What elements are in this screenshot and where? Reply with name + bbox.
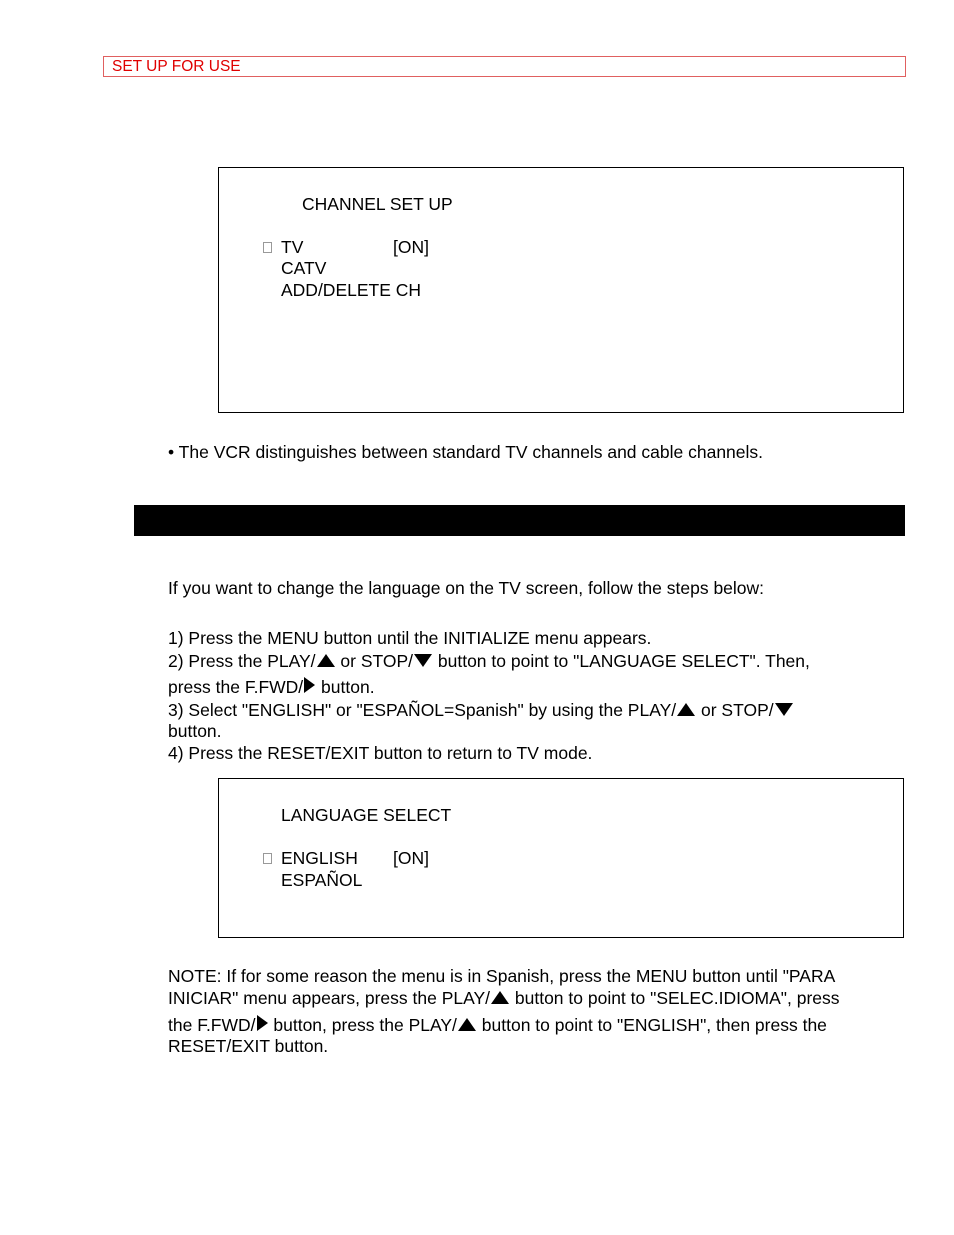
step-2-text-a: 2) Press the PLAY/ <box>168 651 316 671</box>
step-3-text-a: 3) Select "ENGLISH" or "ESPAÑOL=Spanish" by using the PLAY/ <box>168 700 677 720</box>
step-2-cont <box>168 677 375 698</box>
stop-down-triangle-icon <box>414 654 432 667</box>
menu-item-tv: TV <box>281 237 304 257</box>
channel-menu-title: CHANNEL SET UP <box>302 194 453 214</box>
step-2 <box>168 651 810 672</box>
menu-item-add-delete-ch: ADD/DELETE CH <box>281 280 422 300</box>
play-up-triangle-icon <box>317 654 335 667</box>
play-up-triangle-icon <box>458 1018 476 1031</box>
stop-down-triangle-icon <box>775 703 793 716</box>
step-2-text-c: button to point to "LANGUAGE SELECT". Then, <box>433 651 810 671</box>
language-select-menu <box>218 778 904 938</box>
menu-item-espanol: ESPAÑOL <box>281 870 363 890</box>
menu-cursor-icon <box>263 237 272 258</box>
channel-setup-menu <box>218 167 904 413</box>
ffwd-right-triangle-icon <box>304 677 315 693</box>
note-text-3c: button to point to "ENGLISH", then press the <box>476 1015 827 1035</box>
step-2-text-d: press the F.FWD/ <box>168 677 304 697</box>
ffwd-right-triangle-icon <box>257 1015 268 1031</box>
note-text-3b: button, press the PLAY/ <box>268 1015 457 1035</box>
note-text-2a: INICIAR" menu appears, press the PLAY/ <box>168 988 491 1008</box>
menu-cursor-icon <box>263 848 272 869</box>
step-3-text-b: or STOP/ <box>696 700 774 720</box>
step-1: 1) Press the MENU button until the INITIALIZE menu appears. <box>168 628 652 648</box>
play-up-triangle-icon <box>491 991 509 1004</box>
step-3-cont: button. <box>168 721 222 741</box>
menu-item-tv-value: [ON] <box>393 237 429 257</box>
note-line-2 <box>168 988 840 1009</box>
step-2-text-b: or STOP/ <box>335 651 414 671</box>
step-2-text-e: button. <box>316 677 375 697</box>
intro-text: If you want to change the language on the TV screen, follow the steps below: <box>168 578 765 598</box>
note-line-3 <box>168 1015 827 1036</box>
section-header <box>103 56 906 77</box>
step-3 <box>168 700 794 721</box>
bullet-note: • The VCR distinguishes between standard TV channels and cable channels. <box>168 442 764 462</box>
step-4: 4) Press the RESET/EXIT button to return to TV mode. <box>168 743 593 763</box>
note-text-3a: the F.FWD/ <box>168 1015 256 1035</box>
language-menu-title: LANGUAGE SELECT <box>281 805 452 825</box>
note-line-4: RESET/EXIT button. <box>168 1036 329 1056</box>
section-header-label: SET UP FOR USE <box>112 58 241 75</box>
note-text-2b: button to point to "SELEC.IDIOMA", press <box>510 988 840 1008</box>
note-line-1: NOTE: If for some reason the menu is in Spanish, press the MENU button until "PARA <box>168 966 836 986</box>
section-title-bar <box>134 505 905 536</box>
menu-item-english-value: [ON] <box>393 848 429 868</box>
play-up-triangle-icon <box>677 703 695 716</box>
menu-item-catv: CATV <box>281 258 327 278</box>
menu-item-english: ENGLISH <box>281 848 358 868</box>
